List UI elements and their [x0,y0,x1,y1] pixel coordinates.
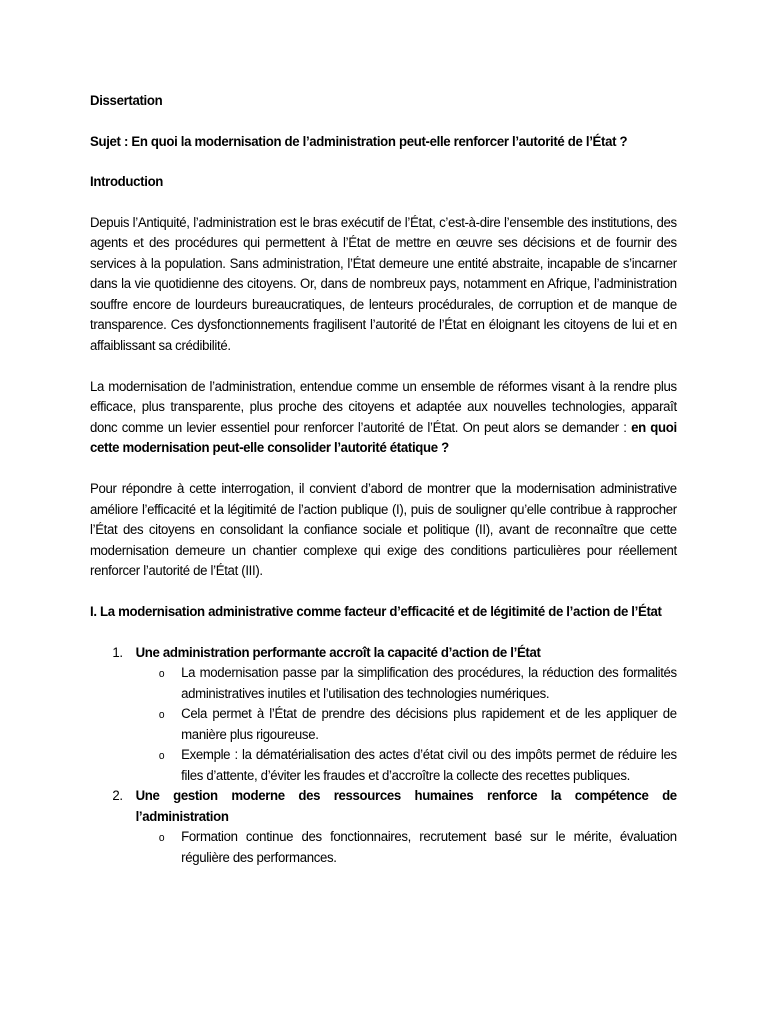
subpoint-item [136,704,677,745]
part-one-points [90,643,677,869]
bullet-icon: o [158,668,165,680]
plan-paragraph: Pour répondre à cette interrogation, il convient d’abord de montrer que la modernisation administrative améliore l’efficacité et la légitimité de l’action publique (I), puis de souligner qu’elle contribue à rapprocher l’État des citoyens en consolidant la confiance sociale et politique (II), avant de reconnaître que cette modernisation demeure un chantier complexe qui exige des conditions particulières pour réellement renforcer l’autorité de l’État (III). [90,481,677,579]
point-title: Une administration performante accroît la capacité d’action de l’État [135,644,541,661]
part-one-title: I. La modernisation administrative comme facteur d’efficacité et de légitimité de l’action de l’État [90,604,662,620]
subpoint-item [136,663,677,704]
subpoint-text: La modernisation passe par la simplification des procédures, la réduction des formalités administratives inutiles et l’utilisation des technologies numériques. [181,665,677,702]
problematic-question: en quoi cette modernisation peut-elle consolider l’autorité étatique ? [90,419,677,456]
subpoint-text: Exemple : la dématérialisation des actes d’état civil ou des impôts permet de réduire les files d’attente, d’éviter les fraudes et d’accroître la collecte des recettes publiques. [181,747,677,784]
subpoint-text: Cela permet à l’État de prendre des décisions plus rapidement et de les appliquer de manière plus rigoureuse. [181,706,677,743]
point-item [90,786,677,868]
bullet-icon: o [158,832,165,844]
point-item [90,643,677,787]
point-title: Une gestion moderne des ressources humaines renforce la compétence de l’administration [135,788,677,825]
point-number: 2. [112,788,123,804]
problematic-paragraph [90,377,677,459]
document-subject: Sujet : En quoi la modernisation de l’administration peut-elle renforcer l’autorité de l’État ? [90,133,628,150]
bullet-icon: o [158,750,165,762]
subpoint-text: Formation continue des fonctionnaires, recrutement basé sur le mérite, évaluation régulière des performances. [181,829,677,866]
bullet-icon: o [158,709,165,721]
subpoint-list [136,827,677,868]
document-heading: Dissertation [90,93,163,109]
introduction-title: Introduction [90,174,164,190]
subpoint-list [136,663,677,786]
point-number: 1. [112,644,123,661]
problematic-lead-text: La modernisation de l’administration, entendue comme un ensemble de réformes visant à la rendre plus efficace, plus transparente, plus proche des citoyens et adaptée aux nouvelles technologies, apparaît donc comme un levier essentiel pour renforcer l’autorité de l’État. On peut alors se demander : [90,378,677,436]
subpoint-item [136,827,677,868]
document-page [90,91,677,868]
subpoint-item [136,745,677,786]
intro-paragraph: Depuis l’Antiquité, l’administration est le bras exécutif de l’État, c’est-à-dire l’ensemble des institutions, des agents et des procédures qui permettent à l’État de mettre en œuvre ses décisions et de fournir des services à la population. Sans administration, l’État demeure une entité abstraite, incapable de s’incarner dans la vie quotidienne des citoyens. Or, dans de nombreux pays, notamment en Afrique, l’administration souffre encore de lourdeurs bureaucratiques, de lenteurs procédurales, de corruption et de manque de transparence. Ces dysfonctionnements fragilisent l’autorité de l’État en éloignant les citoyens de lui et en affaiblissant sa crédibilité. [90,214,677,354]
